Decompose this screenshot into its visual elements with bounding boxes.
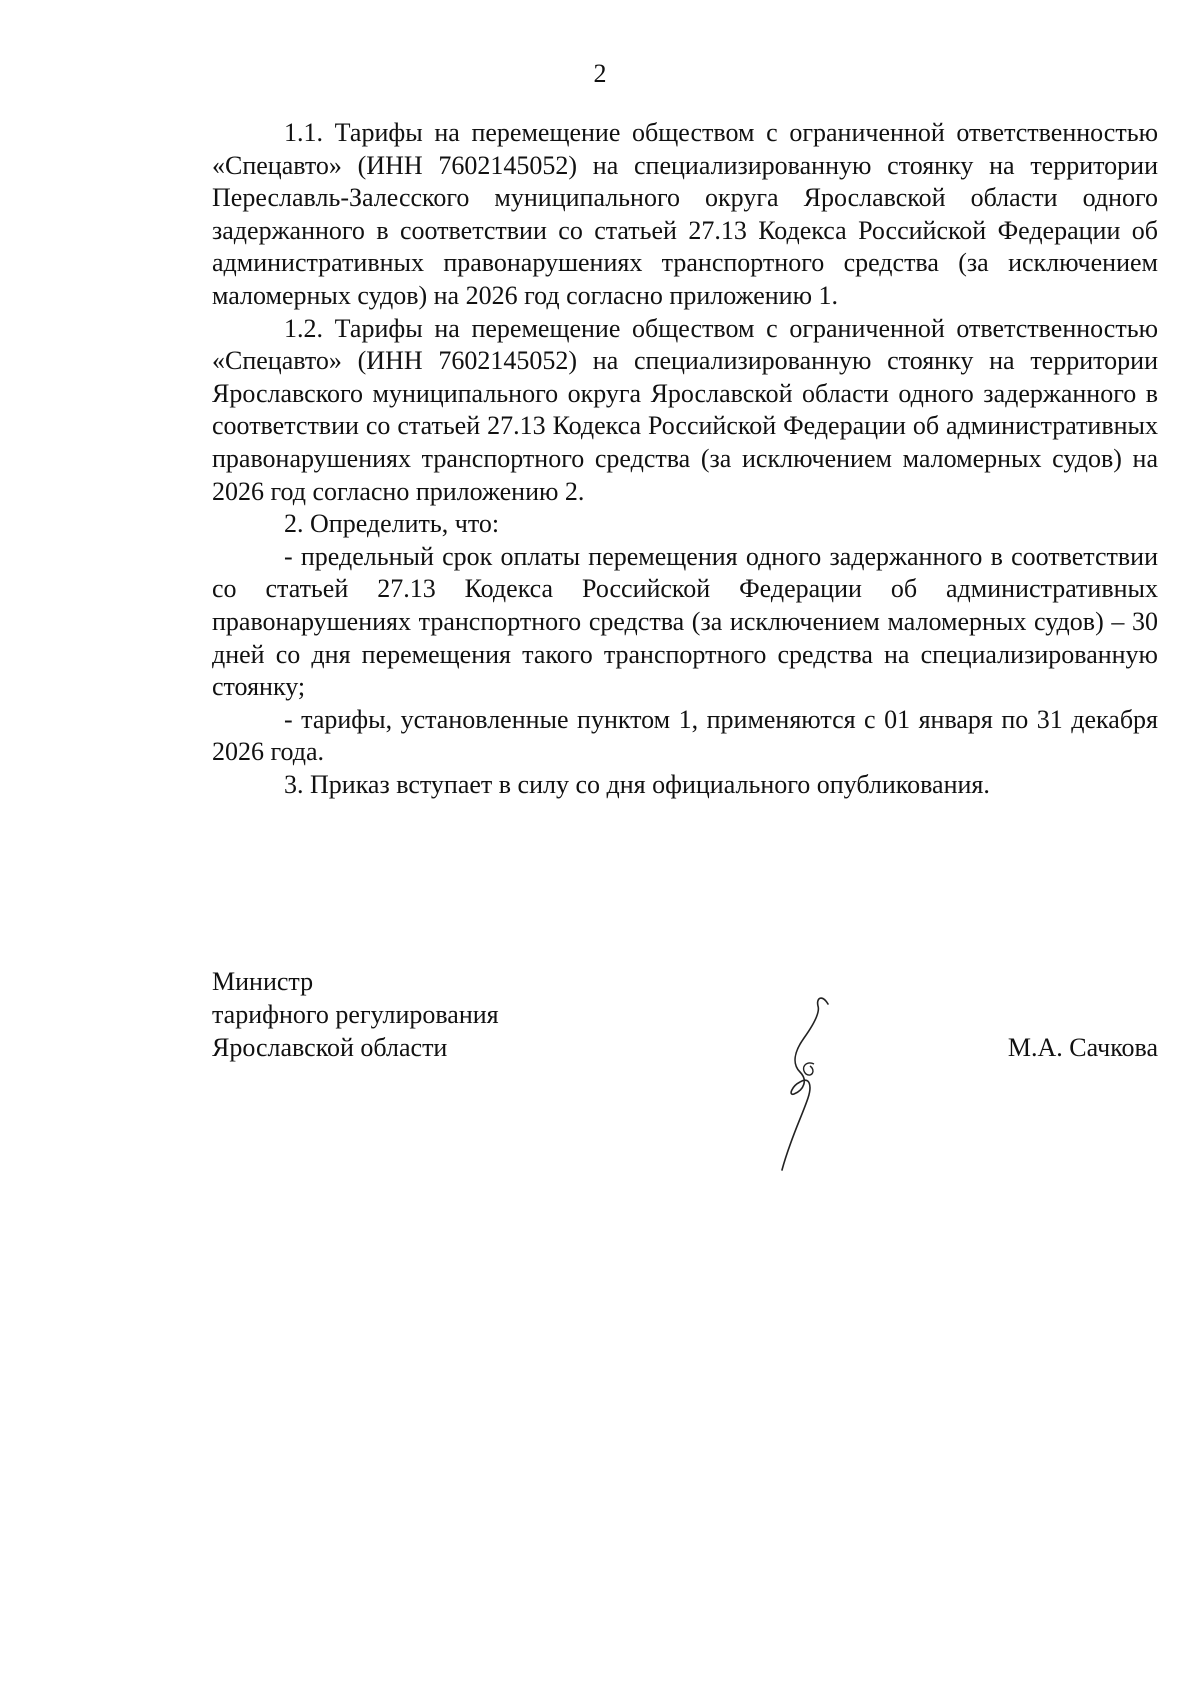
paragraph-2-item-deadline: - предельный срок оплаты перемещения одного задержанного в соответствии со статьей 27.13 Кодекса Российской Федерации об административных правонарушениях транспортного средства (за исключением маломерных судов) – 30 дней со дня перемещения такого транспортного средства на специализированную стоянку; <box>212 541 1158 702</box>
signatory-name: М.А. Сачкова <box>1007 1033 1158 1062</box>
paragraph-3: 3. Приказ вступает в силу со дня официального опубликования. <box>284 769 990 799</box>
paragraph-1-1: 1.1. Тарифы на перемещение обществом с ограниченной ответственностью «Спецавто» (ИНН 7602145052) на специализированную стоянку на территории Переславль-Залесского муниципального округа Ярославской области одного задержанного в соответствии со статьей 27.13 Кодекса Российской Федерации об административных правонарушениях транспортного средства (за исключением маломерных судов) на 2026 год согласно приложению 1. <box>212 118 1158 310</box>
signatory-title-line: Ярославской области <box>212 1033 448 1062</box>
document-body <box>212 117 1158 801</box>
page-number: 2 <box>593 59 607 88</box>
signatory-title <box>212 965 499 1064</box>
signatory-title-line: Министр <box>212 967 314 996</box>
paragraph-2-item-tariffs: - тарифы, установленные пунктом 1, применяются с 01 января по 31 декабря 2026 года. <box>212 704 1158 767</box>
paragraph-2: 2. Определить, что: <box>284 509 500 539</box>
signatory-title-line: тарифного регулирования <box>212 1000 499 1029</box>
handwritten-signature-icon <box>770 990 880 1180</box>
paragraph-1-2: 1.2. Тарифы на перемещение обществом с ограниченной ответственностью «Спецавто» (ИНН 7602145052) на специализированную стоянку на территории Ярославского муниципального округа Ярославской области одного задержанного в соответствии со статьей 27.13 Кодекса Российской Федерации об административных правонарушениях транспортного средства (за исключением маломерных судов) на 2026 год согласно приложению 2. <box>212 313 1158 506</box>
